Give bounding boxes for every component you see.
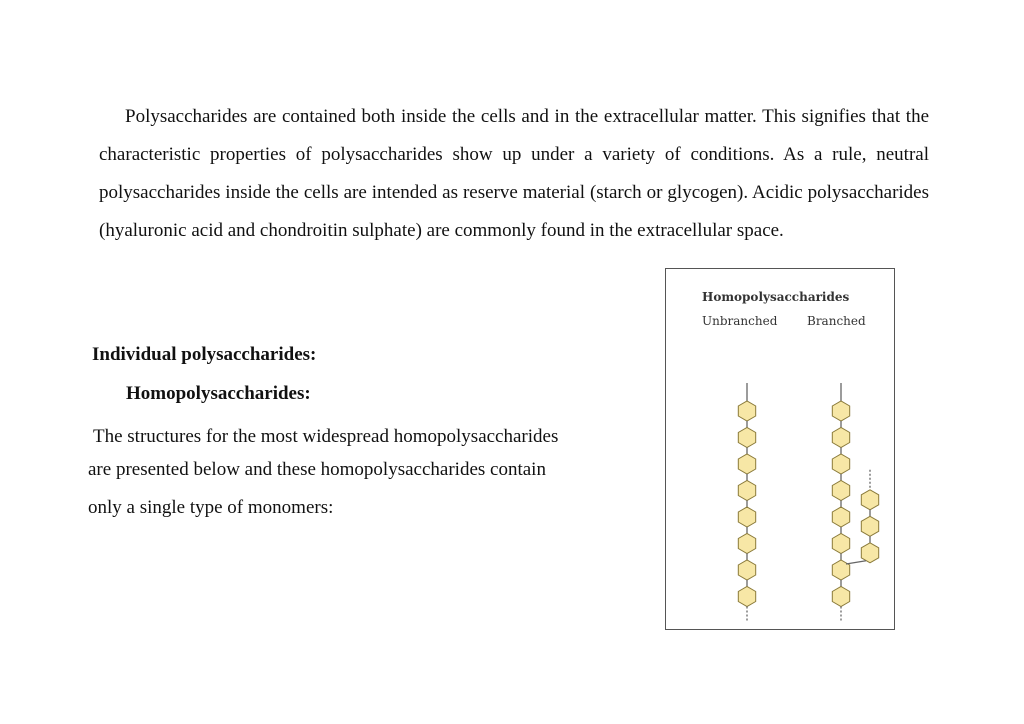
figure-label-branched: Branched [807, 314, 866, 328]
branch-monomer [861, 490, 878, 510]
unbranched-monomer [738, 560, 755, 580]
section-heading: Individual polysaccharides: [92, 344, 317, 365]
chains-group [738, 383, 878, 621]
branched-monomer [832, 401, 849, 421]
figure-label-unbranched: Unbranched [702, 314, 778, 328]
branched-monomer [832, 481, 849, 501]
intro-paragraph [99, 98, 929, 250]
branched-monomer [832, 560, 849, 580]
unbranched-monomer [738, 587, 755, 607]
unbranched-monomer [738, 534, 755, 554]
branch-monomer [861, 516, 878, 536]
intro-text: Polysaccharides are contained both inside the cells and in the extracellular matter. This signifies that the characteristic properties of polysaccharides show up under a variety of conditions. As a rule, neutral polysaccharides inside the cells are intended as reserve material (starch or glycogen). Acidic polysaccharides (hyaluronic acid and chondroitin sulphate) are commonly found in the extracellular space. [99, 106, 929, 241]
unbranched-monomer [738, 454, 755, 474]
body-line-2: are presented below and these homopolysaccharides contain [88, 459, 546, 480]
unbranched-monomer [738, 401, 755, 421]
body-line-1: The structures for the most widespread homopolysaccharides [93, 426, 559, 447]
branch-link-bond [846, 561, 866, 564]
unbranched-monomer [738, 428, 755, 448]
figure-title: Homopolysaccharides [702, 290, 850, 304]
body-line-3: only a single type of monomers: [88, 497, 334, 518]
figure-diagram [666, 269, 896, 631]
branched-monomer [832, 428, 849, 448]
branched-monomer [832, 454, 849, 474]
branched-monomer [832, 534, 849, 554]
homopolysaccharide-figure [665, 268, 895, 630]
branch-monomer [861, 543, 878, 563]
branched-monomer [832, 587, 849, 607]
section-subheading: Homopolysaccharides: [126, 383, 311, 404]
unbranched-monomer [738, 481, 755, 501]
unbranched-monomer [738, 507, 755, 527]
branched-monomer [832, 507, 849, 527]
